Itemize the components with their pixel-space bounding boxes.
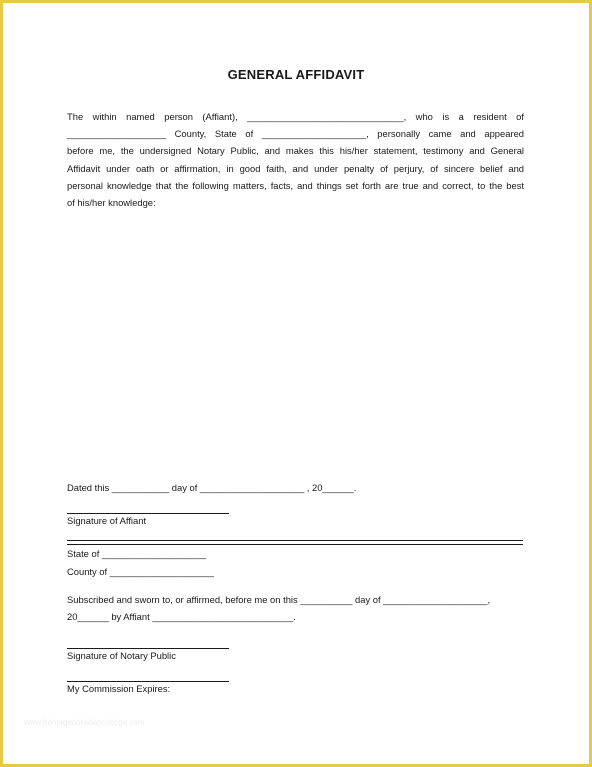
paragraph-line: ___________________ County, State of ____________________, personally came and appeared: [67, 128, 524, 140]
commission-rule: [67, 681, 229, 682]
affiant-signature-rule: [67, 513, 229, 514]
commission-expires-label: My Commission Expires:: [67, 683, 171, 694]
affiant-statement-paragraph: [67, 108, 524, 211]
paragraph-line: of his/her knowledge:: [67, 197, 156, 209]
section-divider: [67, 540, 523, 545]
state-line: State of ____________________: [67, 548, 207, 559]
notary-signature-rule: [67, 648, 229, 649]
paragraph-line: Affidavit under oath or affirmation, in good faith, and under penalty of perjury, of sincere belief and: [67, 162, 524, 174]
watermark-text: www.heritagechristiancollege.com: [24, 718, 145, 727]
subscribed-line: Subscribed and sworn to, or affirmed, before me on this __________ day of ____________________,: [67, 594, 491, 605]
paragraph-line: before me, the undersigned Notary Public, and makes this his/her statement, testimony and General: [67, 145, 524, 157]
affiant-signature-label: Signature of Affiant: [67, 515, 147, 526]
county-line: County of ____________________: [67, 566, 215, 577]
notary-signature-label: Signature of Notary Public: [67, 650, 176, 661]
paragraph-line: The within named person (Affiant), ______________________________, who is a resident of: [67, 111, 524, 122]
paragraph-line: personal knowledge that the following matters, facts, and things set forth are true and correct, to the best: [67, 179, 524, 191]
affiant-line: 20______ by Affiant ___________________________.: [67, 611, 296, 622]
dated-line: Dated this ___________ day of ____________________ , 20______.: [67, 482, 357, 493]
document-title: GENERAL AFFIDAVIT: [227, 67, 365, 82]
